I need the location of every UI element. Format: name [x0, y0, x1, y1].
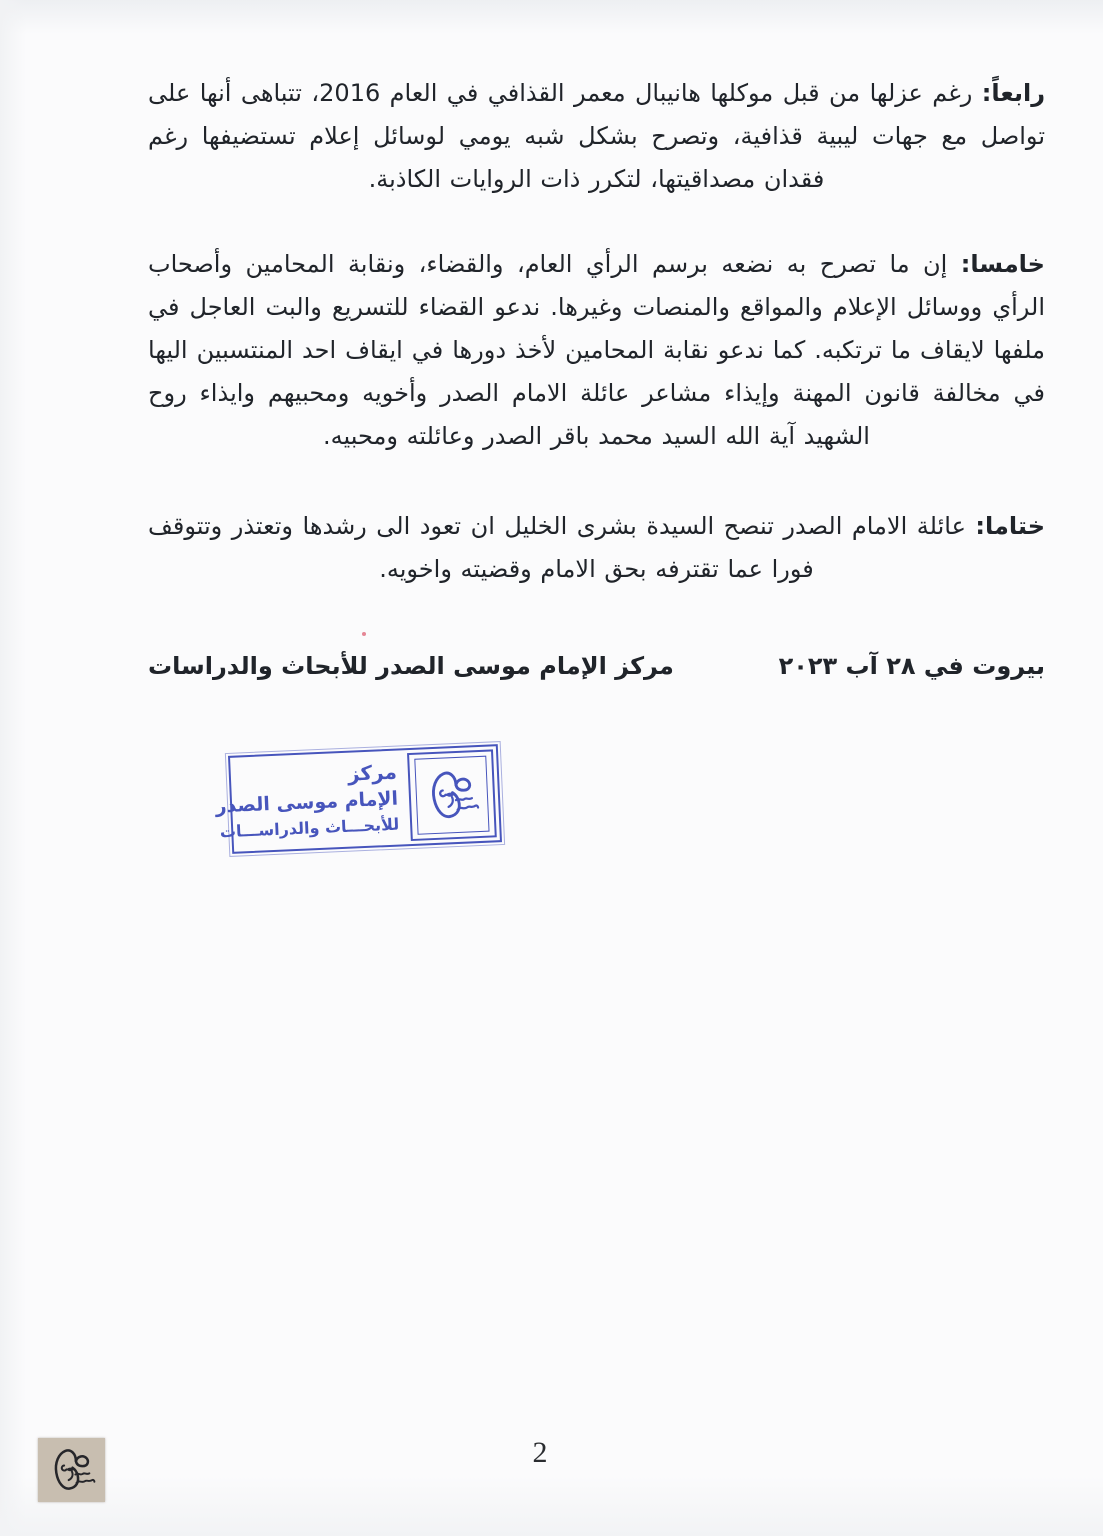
paragraph-closing [148, 505, 1045, 591]
page-number: 2 [532, 1436, 548, 1469]
official-stamp [215, 744, 502, 854]
stamp-emblem-inner-frame [414, 756, 489, 835]
paragraph-fifth-lead: خامسا: [960, 250, 1045, 278]
paragraph-fourth-body: رغم عزلها من قبل موكلها هانيبال معمر القذافي في العام 2016، تتباهى أنها على تواصل مع جهات ليبية قذافية، وتصرح بشكل شبه يومي لوسائل إعلام تستضيفها رغم فقدان مصداقيتها، لتكرر ذات الروايات الكاذبة. [148, 79, 1045, 193]
scan-speck [362, 632, 366, 636]
scan-shading-top [0, 0, 1103, 34]
dateline-row [148, 645, 1045, 688]
sadr-center-emblem-icon [418, 760, 485, 831]
document-date: بيروت في ٢٨ آب ٢٠٢٣ [778, 652, 1045, 680]
paragraph-closing-body: عائلة الامام الصدر تنصح السيدة بشرى الخليل ان تعود الى رشدها وتعتذر وتتوقف فورا عما تقترفه بحق الامام وقضيته واخويه. [148, 512, 966, 583]
stamp-emblem-frame [407, 749, 497, 841]
issuing-organization: مركز الإمام موسى الصدر للأبحاث والدراسات [148, 652, 674, 680]
paragraph-fourth [148, 72, 1045, 201]
paragraph-fourth-lead: رابعاً: [981, 79, 1046, 107]
paragraph-fifth [148, 243, 1045, 458]
scan-shading-bottom [0, 1476, 1103, 1536]
sadr-center-emblem-small-icon [44, 1441, 100, 1499]
stamp-line-3: للأبحـــاث والدراســـات [219, 814, 400, 842]
scan-shading-left [0, 0, 26, 1536]
paragraph-fifth-body: إن ما تصرح به نضعه برسم الرأي العام، والقضاء، ونقابة المحامين وأصحاب الرأي ووسائل الإعلام والمواقع والمنصات وغيرها. ندعو القضاء للتسريع والبت العاجل في ملفها لايقاف ما ترتكبه. كما ندعو نقابة المحامين لأخذ دورها في ايقاف احد المنتسبين اليها في مخالفة قانون المهنة وإيذاء مشاعر عائلة الامام الصدر وأخويه ومحبيهم وايذاء روح الشهيد آية الله السيد محمد باقر الصدر وعائلته ومحبيه. [148, 250, 1045, 450]
stamp-line-2: الإمام موسى الصدر [215, 787, 399, 818]
paragraph-closing-lead: ختاما: [975, 512, 1045, 540]
stamp-line-1: مركز [347, 759, 398, 786]
stamp-text-block [210, 750, 408, 852]
footer-logo-square [38, 1438, 105, 1502]
